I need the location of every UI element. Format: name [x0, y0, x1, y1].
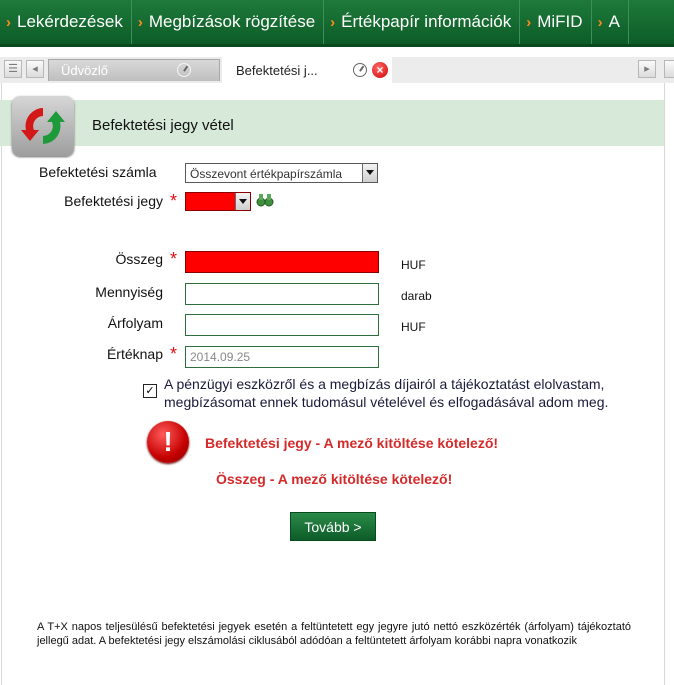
price-unit: HUF: [401, 320, 426, 334]
top-menu: [0, 0, 674, 47]
menu-item-label: Lekérdezések: [17, 12, 123, 31]
refresh-logo-icon: [12, 96, 74, 156]
fund-select[interactable]: [185, 192, 251, 211]
account-label: Befektetési számla: [39, 164, 157, 180]
next-button[interactable]: Tovább >: [290, 512, 376, 541]
list-icon[interactable]: ☰: [4, 60, 22, 78]
menu-item-mifid[interactable]: [520, 0, 591, 44]
amount-label: Összeg: [115, 251, 163, 267]
error-icon: !: [147, 421, 189, 463]
menu-item-ertekpapir-informaciok[interactable]: [324, 0, 520, 44]
menu-item-label: Értékpapír információk: [341, 12, 512, 31]
account-select-value: Összevont értékpapírszámla: [190, 167, 343, 181]
price-input[interactable]: [185, 314, 379, 336]
amount-input[interactable]: [185, 251, 379, 273]
menu-item-label: Megbízások rögzítése: [148, 12, 316, 31]
required-marker: *: [170, 344, 178, 364]
amount-unit: HUF: [401, 258, 426, 272]
chevron-down-icon[interactable]: [362, 164, 377, 182]
quantity-label: Mennyiség: [95, 284, 163, 300]
chevron-right-icon: ›: [137, 13, 143, 31]
chevron-right-icon: ›: [6, 13, 11, 31]
footnote: A T+X napos teljesülésű befektetési jegyek esetén a feltüntetett egy jegyre jutó nettó eszközérték (árfolyam) tájékoztató jellegű adat. A befektetési jegy elszámolási ciklusából adódóan a feltüntetett árfolyam korábbi napra vonatkozik: [37, 621, 631, 647]
clock-icon: [177, 63, 191, 77]
error-message-amount: Összeg - A mező kitöltése kötelező!: [216, 471, 453, 487]
value-date-input[interactable]: [185, 346, 379, 368]
fund-label: Befektetési jegy: [64, 193, 163, 209]
clock-icon: [353, 63, 367, 77]
tab-label: Üdvözlő: [61, 63, 108, 78]
menu-item-more[interactable]: [592, 0, 629, 44]
required-marker: *: [170, 249, 178, 269]
value-date-label: Értéknap: [106, 346, 163, 362]
value-date-input-value: 2014.09.25: [190, 350, 251, 364]
menu-item-lekerdezesek[interactable]: [0, 0, 132, 44]
quantity-input[interactable]: [185, 283, 379, 305]
tab-list-button[interactable]: [664, 60, 674, 78]
chevron-down-icon[interactable]: [235, 193, 250, 210]
binoculars-icon: [256, 192, 274, 208]
agreement-checkbox[interactable]: ✓: [143, 384, 157, 398]
chevron-right-icon: ›: [330, 13, 336, 31]
scroll-right-button[interactable]: ▸: [638, 60, 656, 78]
account-select[interactable]: [185, 163, 378, 183]
required-marker: *: [170, 191, 178, 211]
menu-item-label: MiFID: [537, 12, 583, 31]
scroll-left-button[interactable]: ◂: [26, 60, 44, 78]
quantity-unit: darab: [401, 289, 432, 303]
chevron-right-icon: ›: [597, 13, 603, 31]
menu-item-megbizasok-rogzitese[interactable]: [132, 0, 324, 44]
refresh-arrows-icon: [12, 96, 74, 156]
close-icon[interactable]: ×: [372, 62, 388, 78]
tab-label: Befektetési j...: [236, 63, 318, 78]
chevron-right-icon: ›: [526, 13, 532, 31]
tab-bar: [0, 57, 674, 83]
error-message-fund: Befektetési jegy - A mező kitöltése kötelező!: [205, 435, 499, 451]
fund-search-icon[interactable]: [256, 192, 274, 208]
tab-befektetesi-jegy[interactable]: [222, 57, 392, 83]
menu-item-label: A: [608, 12, 620, 31]
content-border-right: [664, 83, 665, 685]
page-title: Befektetési jegy vétel: [92, 117, 234, 134]
agreement-text: A pénzügyi eszközről és a megbízás díjairól a tájékoztatást elolvastam, megbízásomat ennek tudomásul vételével és elfogadásával adom meg.: [164, 376, 609, 410]
content-border-left: [1, 83, 2, 685]
tab-udvozlo[interactable]: [48, 59, 220, 81]
price-label: Árfolyam: [107, 315, 163, 331]
